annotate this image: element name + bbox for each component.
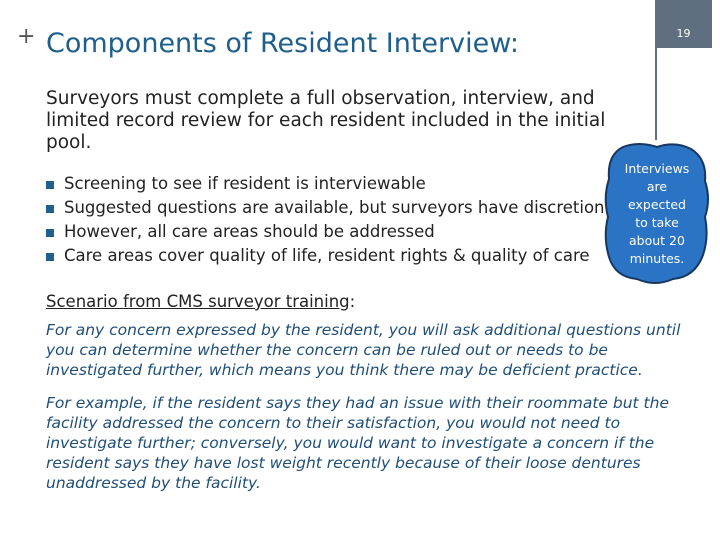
plus-icon: +	[17, 24, 36, 49]
callout-text: Interviews are expected to take about 20 minutes.	[624, 161, 690, 266]
bullet-square-icon	[46, 181, 54, 189]
slide-title: Components of Resident Interview:	[46, 28, 519, 59]
scenario-paragraph: For any concern expressed by the resident, you will ask additional questions until you can determine whether the concern can be ruled out or needs to be investigated further, which means you think there may be deficient practice.	[46, 321, 681, 379]
bullet-text: Care areas cover quality of life, resident rights & quality of care	[64, 246, 590, 265]
divider-line	[655, 48, 657, 140]
bullet-square-icon	[46, 229, 54, 237]
page-number: 19	[676, 27, 691, 40]
bullet-item	[46, 172, 605, 196]
bullet-list	[46, 172, 605, 268]
bullet-text: Screening to see if resident is interviewable	[64, 174, 426, 193]
bullet-text: Suggested questions are available, but surveyors have discretion	[64, 198, 605, 217]
bullet-item	[46, 196, 605, 220]
bullet-square-icon	[46, 253, 54, 261]
bullet-item	[46, 220, 605, 244]
scenario-heading: Scenario from CMS surveyor training:	[46, 292, 356, 311]
scenario-paragraph: For example, if the resident says they had an issue with their roommate but the facility addressed the concern to their satisfaction, you would not need to investigate further; conversely, you would want to investigate a concern if the resident says they have lost weight recently because of their loose dentures unaddressed by the facility.	[46, 394, 669, 492]
bullet-text: However, all care areas should be addressed	[64, 222, 435, 241]
bullet-square-icon	[46, 205, 54, 213]
intro-text: Surveyors must complete a full observation, interview, and limited record review for each resident included in the initial pool.	[46, 88, 606, 153]
page-number-tab	[655, 0, 712, 48]
bullet-item	[46, 244, 605, 268]
